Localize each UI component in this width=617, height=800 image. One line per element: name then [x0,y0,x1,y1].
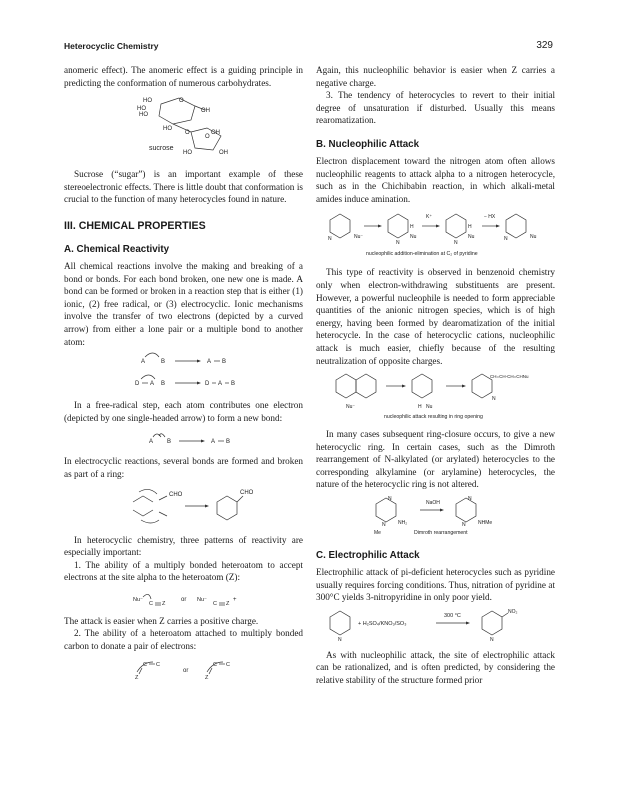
left-paragraph-1: anomeric effect). The anomeric effect is a guiding principle in predicting the conformation of numerous carbohydrates. [64,65,303,88]
ho-label-1: HO [142,98,152,105]
me-label: Me [374,530,381,537]
c-label-2: C [212,600,217,607]
left-paragraph-6: In heterocyclic chemistry, three patterns of reactivity are especially important: [64,534,303,558]
caption-nucleophilic-addition: nucleophilic addition-elimination at C₂ of pyridine [366,251,478,258]
temperature-label: 300 °C [444,612,461,619]
atom-b-1: B [160,359,165,366]
nu-label-8: Nu [426,404,433,411]
minus-hx-label: − HX [484,214,496,221]
left-paragraph-8: The attack is easier when Z carries a positive charge. [64,615,259,626]
c-label-5: C [212,661,217,668]
sucrose-structure-figure [109,92,259,162]
atom-a-3: A [217,381,222,388]
product-atom-a: A [210,439,215,446]
oh-label-2: OH [210,130,220,137]
c-label-1: C [148,600,153,607]
radical-atom-b: B [166,439,171,446]
oh-label-3: OH [218,150,228,157]
caption-ring-opening: nucleophilic attack resulting in ring opening [384,414,483,421]
left-paragraph-5: In electrocyclic reactions, several bonds are formed and broken as part of a ring: [64,456,303,479]
left-paragraph-3: All chemical reactions involve the making and breaking of a bond or bonds. For each bond broken, one new one is made. A bond can be formed or broken in a reaction step that is either (1) ionic, (2) free radical, or (3) electrocyclic. Ionic mechanisms involve the transfer of two electrons (depicted by a curved arrow) from either a lone pair or a multiple bond to another atom: [64,260,303,347]
nu-label-7: Nu⁻ [346,404,356,411]
ho-label-5: HO [182,150,192,157]
ho-label-2: HO [136,106,146,113]
z-label-4: Z [204,674,208,681]
oh-label-1: OH [200,108,210,115]
atom-d: D [134,381,139,388]
c-label-3: C [142,661,147,668]
reagents-label: + H₂SO₄/KNO₃/SO₃ [358,620,407,627]
pyrimidine-product [456,498,476,522]
nu-label-2: Nu⁻ [196,596,207,603]
glucose-ring [159,98,195,124]
naoh-label: NaOH [426,500,440,507]
curved-arrow-1 [145,353,159,357]
subsection-title-chemical-reactivity: A. Chemical Reactivity [64,243,170,255]
n-label-8: N [468,496,472,503]
atom-a-2: A [149,381,154,388]
page-number: 329 [536,40,553,51]
chichibabin-figure [316,208,555,260]
z-label-3: Z [134,674,138,681]
pyridine-product [506,214,526,238]
left-column [64,64,303,688]
n-label-9: N [462,522,466,529]
ring-opening-figure [316,370,555,422]
free-radical-figure [119,427,249,449]
right-paragraph-7: As with nucleophilic attack, the site of electrophilic attack can be rationalized, and is often predicted, by considering the relative stability of the structure formed prior [316,649,555,686]
c-label-4: C [155,661,160,668]
h-label-1: H [410,224,414,231]
nitropyridine-product [482,611,502,635]
left-paragraph-4: In a free-radical step, each atom contributes one electron (depicted by one single-headed arrow) to form a new bond: [64,400,303,423]
h-label-2: H [468,224,472,231]
o-label-2: O [184,130,190,137]
n-label-2: N [396,240,400,247]
atom-b-minus: B [221,359,226,366]
cho-label-product: CHO [239,489,253,496]
atom-d-2: D [204,381,209,388]
plus-sign: + [232,596,237,603]
nh2-label: NH₂ [398,520,408,527]
n-label-1: N [328,236,332,243]
n-label-7: N [382,522,386,529]
n-label-10: N [338,636,342,643]
right-paragraph-5: In many cases subsequent ring-closure occurs, to give a new heterocyclic ring. In certain cases, such as the Dimroth rearrangement of N-alkylated (or arylated) heterocycles to the corresponding alkylamine (or arylamine) heterocycles, the nature of the heterocyclic ring is not altered. [316,429,555,490]
subsection-title-nucleophilic-attack: B. Nucleophilic Attack [316,138,420,150]
or-label-1: or [180,596,186,603]
ho-label-3: HO [138,112,148,119]
ionic-mechanism-figure [119,351,249,393]
subsection-title-electrophilic-attack: C. Electrophilic Attack [316,550,420,562]
nu-label-3: Nu⁻ [354,234,364,241]
atom-b-3: B [230,381,235,388]
right-paragraph-3: Electron displacement toward the nitrogen atom often allows nucleophilic reagents to attack alpha to a nitrogen heterocycle, such as in the Chichibabin reaction, in which alkali-metal amides induce amination. [316,155,555,204]
sucrose-label: sucrose [148,145,174,153]
running-title: Heterocyclic Chemistry [64,41,159,51]
or-label-2: or [182,667,188,674]
o-label-1: O [178,98,184,105]
dimroth-figure [316,494,555,538]
radical-atom-a: A [148,439,153,446]
cho-label-reactant: CHO [168,491,182,498]
atom-a-plus: A [206,359,211,366]
section-title-chemical-properties: III. CHEMICAL PROPERTIES [64,219,206,232]
c-label-6: C [225,661,230,668]
right-paragraph-4: This type of reactivity is observed in benzenoid chemistry only when electron-withdrawing substituents are present. However, a powerful nucleophile is needed to form appreciable quantities of the anionic nitrogen species, which is of high energy, having been formed by dearomatization of the initial heterocycle. In the case of heterocyclic cations, nucleophilic attack is much easier, chiefly because of the resulting neutralization of opposite charges. [316,267,555,366]
no2-label: NO₂ [508,608,518,615]
h-label-3: H [418,404,422,411]
alpha-attack-figure [109,587,259,609]
adduct-ring [412,374,432,398]
n-label-11: N [490,636,494,643]
caption-dimroth: Dimroth rearrangement [414,530,468,537]
pyridine-reactant [330,611,350,635]
nu-label-4: Nu [410,234,417,241]
product-atom-b: B [225,439,230,446]
n-label-3: N [454,240,458,247]
k-plus-label: K⁺ [426,214,432,221]
o-label-3: O [204,134,210,141]
atom-a: A [140,359,145,366]
electrocyclic-figure [109,484,259,528]
quinolinium-ring-b [356,374,376,398]
left-paragraph-2: Sucrose (“sugar”) is an important example of these stereoelectronic effects. There is little doubt that conformation is crucial to the function of many heterocycles found in nature. [64,169,303,205]
cyclohexene-product [217,496,237,520]
n-label-6: N [388,496,392,503]
opened-ring-product [472,374,492,398]
nu-label-6: Nu [530,234,537,241]
right-column [316,64,555,687]
right-paragraph-6: Electrophilic attack of pi-deficient heterocycles such as pyridine usually requires forcing conditions. Thus, nitration of pyridine at 300°C yields 3-nitropyridine in only poor yield. [316,567,555,603]
right-paragraph-1: Again, this nucleophilic behavior is easier when Z carries a negative charge. [316,65,555,88]
donation-figure [109,656,259,682]
nu-label-1: Nu⁻ [132,596,143,603]
atom-b-2: B [160,381,165,388]
ho-label-4: HO [162,126,172,133]
nitration-figure [316,607,555,643]
left-paragraph-9: 2. The ability of a heteroatom attached to multiply bonded carbon to donate a pair of electrons: [64,628,303,652]
left-paragraph-7: 1. The ability of a multiply bonded heteroatom to accept electrons at the site alpha to the heteroatom (Z): [64,559,303,583]
pyrimidinium-ring [376,498,396,522]
quinolinium-ring-a [336,374,356,398]
n-label-4: N [504,236,508,243]
z-label-2: Z [225,600,229,607]
right-paragraph-2: 3. The tendency of heterocycles to revert to their initial degree of unsaturation if disturbed. Usually this means rearomatization. [316,90,555,126]
anion-complex [446,214,466,238]
sigma-complex [388,214,408,238]
nhme-label: NHMe [478,520,493,527]
z-label-1: Z [161,600,165,607]
n-label-5: N [492,396,496,403]
chain-label: CH=CH-CH=CHNu [490,374,529,380]
nu-label-5: Nu [468,234,475,241]
pyridine-1 [330,214,350,238]
